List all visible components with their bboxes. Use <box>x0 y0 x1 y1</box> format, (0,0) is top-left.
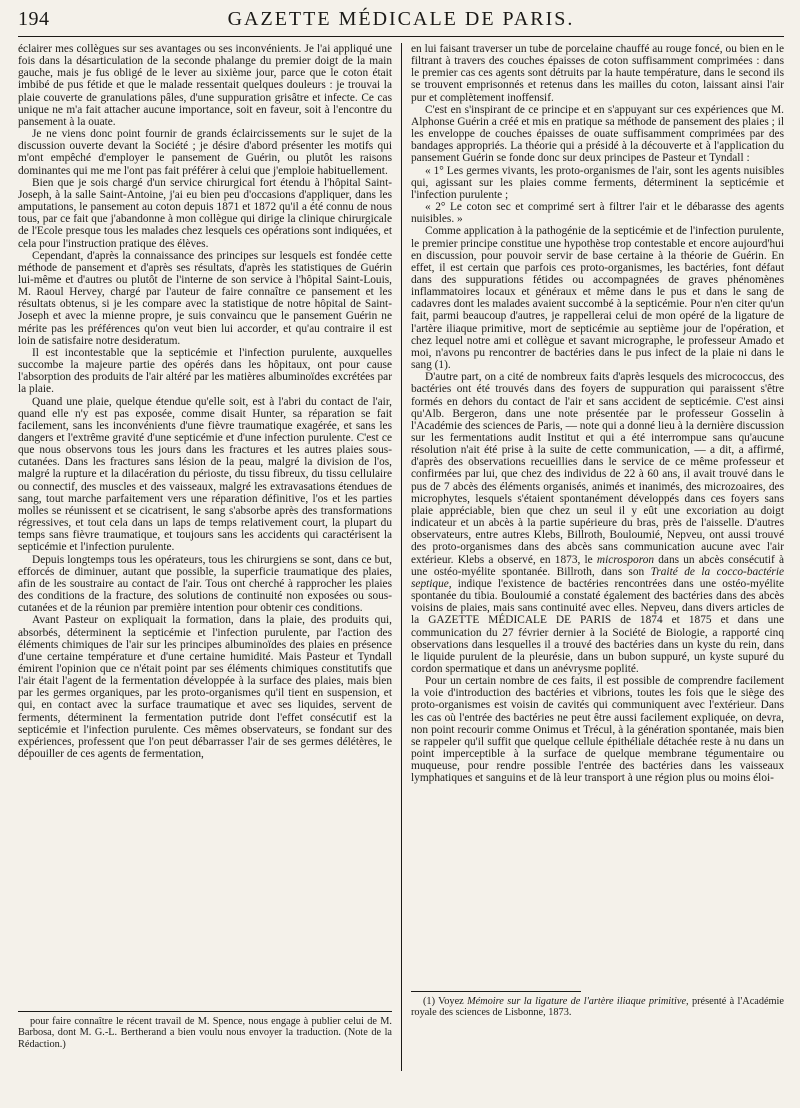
paragraph: Pour un certain nombre de ces faits, il est possible de comprendre facilement la voie d'introduction des bactéries et vibrions, toutes les fois que le siège des proto-organismes est voisin de cavités qui communiquent avec l'extérieur. Dans les cas où l'entrée des bactéries ne peut être aussi facilement expliquée, on devra, non point recourir comme Onimus et Trécul, à la génération spontanée, mais bien se rappeler qu'il suffit que quelque cellule épithéliale détachée reste à nu dans un point imperceptible à la surface de quelque membrane tégumentaire ou muqueuse, pour rendre possible l'entrée des bactéries dans les vaisseaux lymphatiques et sanguins et de là leur transport à une région plus ou moins éloi- <box>411 675 784 785</box>
left-column <box>18 43 401 1071</box>
paragraph: Il est incontestable que la septicémie et l'infection purulente, auxquelles succombe la majeure partie des opérés dans les hôpitaux, ont pour cause l'absorption des produits de l'air altéré par les matières albuminoïdes excrétées par la plaie. <box>18 346 392 396</box>
reference-footnote <box>411 996 784 1019</box>
editorial-footnote: pour faire connaître le récent travail de M. Spence, nous engage à publier celui de M. Barbosa, dont M. G.-L. Bertherand a bien voulu nous envoyer la traduction. (Note de la Rédaction.) <box>18 1016 392 1050</box>
paragraph: Depuis longtemps tous les opérateurs, tous les chirurgiens se sont, dans ce but, efforcés de diminuer, autant que possible, la superficie traumatique des plaies, afin de les soustraire au contact de l'air. Tous ont cherché à rapprocher les plaies des conditions de la fracture, des solutions de continuité non exposées ou sous-cutanées et de la réunion par première intention pour obtenir ces conditions. <box>18 553 392 615</box>
quoted-principle-2: « 2° Le coton sec et comprimé sert à filtrer l'air et le débarasse des agents nuisibles. » <box>411 201 784 226</box>
paragraph: Cependant, d'après la connaissance des principes sur lesquels est fondée cette méthode de pansement et d'après ses résultats, d'après les statistiques de Guérin lui-même et d'autres ou plutôt de l'interne de son service à l'hôpital Saint-Louis, M. Raoul Hervey, chargé par l'auteur de faire connaître ce pansement et les résultats obtenus, si je les compare avec la statistique de notre hôpital de Saint-Joseph et avec la mienne propre, je suis convaincu que le pansement Guérin ne mérite pas les préférences qu'on veut bien lui accorder, et qu'au contraire il est loin de satisfaire notre desideratum. <box>18 249 392 347</box>
footnote-source: présenté à l'Académie royale des sciences de Lisbonne, 1873. <box>411 996 784 1019</box>
italic-book-title: Traité de la cocco-bactérie septique, <box>411 565 784 590</box>
right-column <box>401 43 784 1071</box>
text-columns <box>18 43 784 1071</box>
italic-term: microsporon <box>596 553 655 566</box>
footnote-marker: (1) Voyez <box>423 996 464 1007</box>
quoted-principle-1: « 1° Les germes vivants, les proto-organismes de l'air, sont les agents nuisibles qui, agissant sur les plaies comme ferments, déterminent la septicémie et l'infection purulente ; <box>411 164 784 201</box>
paragraph: en lui faisant traverser un tube de porcelaine chauffé au rouge foncé, ou bien en le filtrant à travers des couches épaisses de coton suffisamment comprimées : dans le premier cas ces agents sont détruits par la haute température, dans le second ils se trouvent emprisonnés et retenus dans les mailles du coton, laissant ainsi l'air pur et complètement inoffensif. <box>411 43 784 104</box>
paragraph: éclairer mes collègues sur ses avantages ou ses inconvénients. Je l'ai appliqué une fois dans la désarticulation de la seconde phalange du premier doigt de la main gauche, mais je fus obligé de le lever au sixième jour, parce que le coton était imbibé de pus fétide et que le malade ressentait quelques douleurs : je trouvai la plaie couverte de granulations pâles, d'une suppuration grisâtre et infecte. Ce cas unique ne m'a fait attacher aucune importance, soit en faveur, soit à l'encontre du pansement à la ouate. <box>18 43 392 128</box>
paragraph: C'est en s'inspirant de ce principe et en s'appuyant sur ces expériences que M. Alphonse Guérin a créé et mis en pratique sa méthode de pansement des plaies ; il les enveloppe de couches épaisses de ouate suffisamment comprimées par des bandages appropriés. La théorie qui a présidé à la découverte et à l'application du pansement Guérin se fonde donc sur deux principes de Pasteur et Tyndall : <box>411 103 784 165</box>
paragraph-with-citations <box>411 371 784 675</box>
footnote-title: Mémoire sur la ligature de l'artère iliaque primitive, <box>467 996 689 1007</box>
right-column-body <box>411 43 784 985</box>
paragraph: Quand une plaie, quelque étendue qu'elle soit, est à l'abri du contact de l'air, quand elle n'y est pas exposée, comme disait Hunter, sa réparation se fait facilement, sans les inconvénients d'une fièvre traumatique exagérée, et sans les dangers et l'extrême gravité d'une septicémie et d'une infection purulente. C'est ce que nous observons tous les jours dans les fractures et les autres plaies sous-cutanées. Dans les fractures sans lésion de la peau, malgré la division de l'os, malgré la rupture et la dilacération du périoste, du tissu fibreux, du tissu cellulaire ou connectif, des muscles et des vaisseaux, malgré les extravasations étendues de sang, tout marche parfaitement vers une réparation définitive, l'os et les parties molles se réunissent et se cicatrisent, le sang s'absorbe après des transformations régressives, et tout cela dans un laps de temps relativement court, la plupart du temps sans fièvre traumatique, et toujours sans les accidents qui caractérisent la septicémie et l'infection purulente. <box>18 395 392 554</box>
paragraph: Bien que je sois chargé d'un service chirurgical fort étendu à l'hôpital Saint-Joseph, à la salle Saint-Antoine, j'ai eu bien peu d'occasions d'appliquer, dans les amputations, le pansement au coton depuis 1871 et 1872 qu'il a été connu de nous tous, par ce fait que j'abandonne à mon collègue qui dirige la clinique chirurgicale de l'Ecole presque tous les malades chez lesquels ces opérations sont indiquées, et cela pour l'instruction pratique des élèves. <box>18 176 392 250</box>
page-number: 194 <box>18 8 50 30</box>
text-run: dans un abcès consécutif à une ostéo-myélite spontanée. Billroth, dans son <box>411 553 784 578</box>
paragraph: Comme application à la pathogénie de la septicémie et de l'infection purulente, le premier principe constitue une hypothèse trop contestable et encore aujourd'hui en discussion, pour pouvoir servir de base certaine à la théorie de Guérin. En effet, il est certain que parfois ces proto-organismes, les bactéries, font défaut dans des suppurations fétides ou accompagnées de graves phénomènes inflammatoires locaux et généraux et même dans le pus et dans le sang de cadavres dont les malades avaient succombé à la septicémie. Pour n'en citer qu'un fait, parmi beaucoup d'autres, je rappellerai celui de mon opéré de la ligature de l'artère iliaque primitive, mort de septicémie au septième jour de l'opération, et chez lequel notre ami et collègue et savant micrographe, le professeur Amado et moi, n'avons pu rencontrer de bactéries dans le pus infect de la plaie ni dans le sang (1). <box>411 225 784 372</box>
footnote-separator <box>18 1011 392 1012</box>
text-run: D'autre part, on a cité de nombreux faits d'après lesquels des micrococcus, des bactéries ont été trouvés dans des foyers de suppuration qui paraissent s'être formés en dehors du contact de l'air et sans accident de septicémie. C'est ainsi qu'Alb. Bergeron, dans une note présentée par le professeur Gosselin à l'Académie des sciences de Paris, — note qui a donné lieu à la dernière discussion sur les fermentations audit Institut et qui a été interrompue sans qu'aucune résolution n'ait été prise à la suite de cette communication, — a dit, a affirmé, d'après des observations recueillies dans le service de ce même professeur et confirmées par lui, que chez des individus de 22 à 60 ans, il avait trouvé dans le pus de 7 abcès des éléments organisés, animés et inanimés, des microzoaires, des microphytes, lesquels s'étaient spontanément développés dans ces foyers sans plaie appréciable, bien que chez un seul il y eût une excoriation au doigt indicateur et un abcès à la partie supérieure du bras, près de l'aisselle. D'autres observateurs, entre autres Klebs, Billroth, Bouloumié, Nepveu, ont aussi trouvé des proto-organismes dans des abcès sans communication aucune avec l'air extérieur. Klebs a observé, en 1873, le <box>411 371 784 566</box>
left-column-body <box>18 43 392 1005</box>
text-run: indique l'existence de bactéries rencontrées dans une ostéo-myélite spontanée du tibia. Bouloumié a constaté également des bactéries dans des abcès voisins de plaies, mais sans continuité avec elles. Nepveu, dans divers articles de la GAZETTE MÉDICALE DE PARIS de 1874 et 1875 et dans une communication du 27 février dernier à la Société de Biologie, a rapporté cinq observations dans lesquelles il a trouvé des bactéries dans un kyste du rein, dans le liquide purulent de la pleurésie, dans un bubon suppuré, un kyste supuré du cordon spermatique et dans un anévrysme poplité. <box>411 577 784 675</box>
footnote-separator <box>411 991 581 992</box>
paragraph: Je ne viens donc point fournir de grands éclaircissements sur le sujet de la discussion ouverte devant la Société ; je désire d'abord présenter les motifs qui m'ont empêché d'employer le pansement de Guérin, ou plutôt les raisons dominantes qui me me l'ont pas fait préférer à celui que j'emploie habituellement. <box>18 128 392 177</box>
page-header <box>18 8 784 37</box>
journal-title: GAZETTE MÉDICALE DE PARIS. <box>227 8 575 30</box>
paragraph: Avant Pasteur on expliquait la formation, dans la plaie, des produits qui, absorbés, déterminent la septicémie et l'infection purulente, par l'action des éléments chimiques de l'air sur les principes albuminoïdes des plaies en présence d'une certaine température et d'une certaine humidité. Mais Pasteur et Tyndall émirent l'opinion que ce n'était point par ses éléments chimiques constitutifs que l'air était l'agent de la fermentation développée à la surface des plaies, mais bien par les germes organiques, par les proto-organismes qu'il tient en suspension, et qui, en contact avec la surface traumatique et avec ses liquides, servent de ferments, déterminent la fermentation putride dont l'effet consécutif est la septicémie et l'infection purulente. Ces mêmes observateurs, se fondant sur des expériences, professent que l'on peut débarrasser l'air de ses germes délétères, le dépouiller de ces agents de fermentation, <box>18 614 392 761</box>
